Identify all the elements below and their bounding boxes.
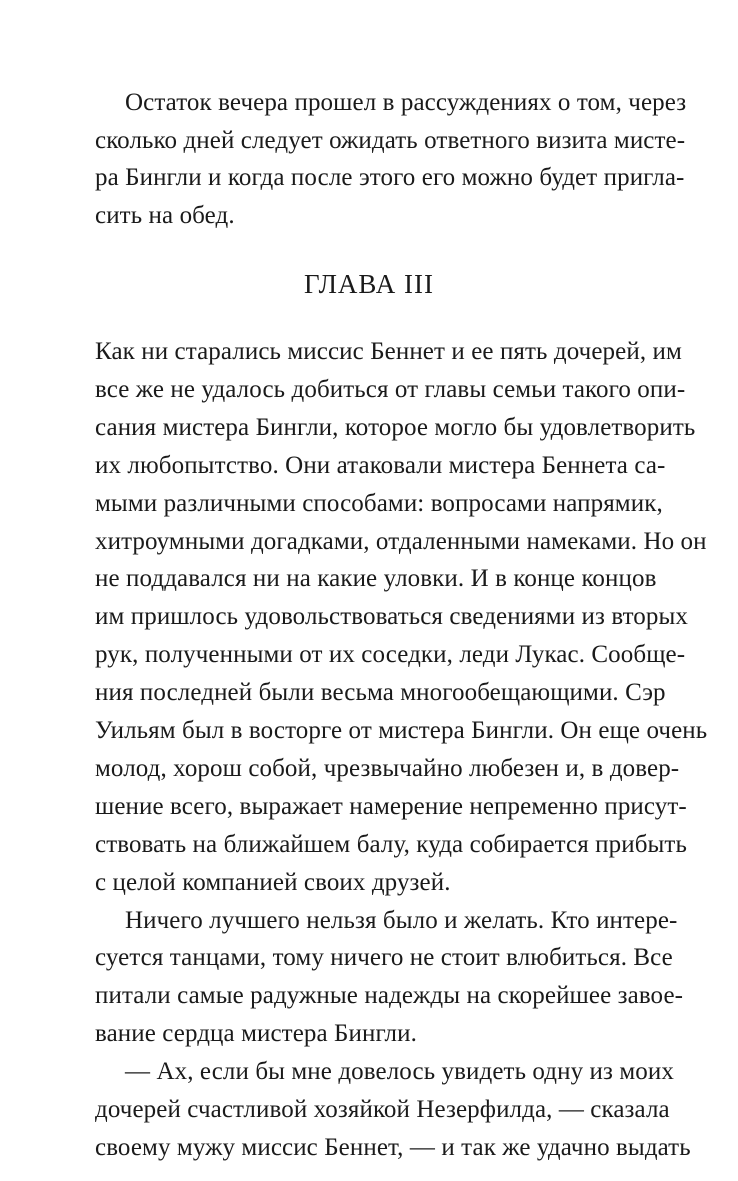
paragraph-line: хитроумными догадками, отдаленными намеками. Но он bbox=[95, 528, 707, 555]
paragraph-line: сания мистера Бингли, которое могло бы удовлетворить bbox=[95, 414, 696, 441]
paragraph-line: Уильям был в восторге от мистера Бингли. Он еще очень bbox=[95, 717, 708, 744]
paragraph-line: им пришлось удовольствоваться сведениями из вторых bbox=[95, 603, 688, 630]
intro-line: Остаток вечера прошел в рассуждениях о том, через bbox=[125, 89, 687, 116]
intro-line: сколько дней следует ожидать ответного визита мисте- bbox=[95, 127, 686, 154]
paragraph-line: ствовать на ближайшем балу, куда собирается прибыть bbox=[95, 831, 687, 858]
intro-line: сить на обед. bbox=[95, 202, 235, 229]
paragraph-line: рук, полученными от их соседки, леди Лукас. Сообще- bbox=[95, 641, 686, 668]
paragraph-line: шение всего, выражает намерение непременно присут- bbox=[95, 793, 687, 820]
paragraph-line: их любопытство. Они атаковали мистера Беннета са- bbox=[95, 452, 666, 479]
paragraph-line: питали самые радужные надежды на скорейшее завое- bbox=[95, 982, 684, 1009]
paragraph-line: ния последней были весьма многообещающими. Сэр bbox=[95, 679, 666, 706]
paragraph-line: мыми различными способами: вопросами напрямик, bbox=[95, 490, 663, 517]
intro-line: ра Бингли и когда после этого его можно будет пригла- bbox=[95, 164, 685, 191]
paragraph-line: молод, хорош собой, чрезвычайно любезен и, в довер- bbox=[95, 755, 680, 782]
paragraph-line: Ничего лучшего нельзя было и желать. Кто интере- bbox=[125, 907, 678, 934]
chapter-title: ГЛАВА III bbox=[304, 269, 434, 299]
dialogue-line: дочерей счастливой хозяйкой Незерфилда, — сказала bbox=[95, 1096, 670, 1123]
paragraph-line: Как ни старались миссис Беннет и ее пять дочерей, им bbox=[95, 338, 682, 365]
paragraph-line: с целой компанией своих друзей. bbox=[95, 869, 451, 896]
paragraph-line: не поддавался ни на какие уловки. И в конце концов bbox=[95, 565, 657, 592]
paragraph-line: суется танцами, тому ничего не стоит влюбиться. Все bbox=[95, 944, 673, 971]
dialogue-line: своему мужу миссис Беннет, — и так же удачно выдать bbox=[95, 1134, 691, 1161]
paragraph-line: вание сердца мистера Бингли. bbox=[95, 1020, 417, 1047]
paragraph-line: все же не удалось добиться от главы семьи такого опи- bbox=[95, 376, 686, 403]
dialogue-line: — Ах, если бы мне довелось увидеть одну из моих bbox=[125, 1058, 674, 1085]
